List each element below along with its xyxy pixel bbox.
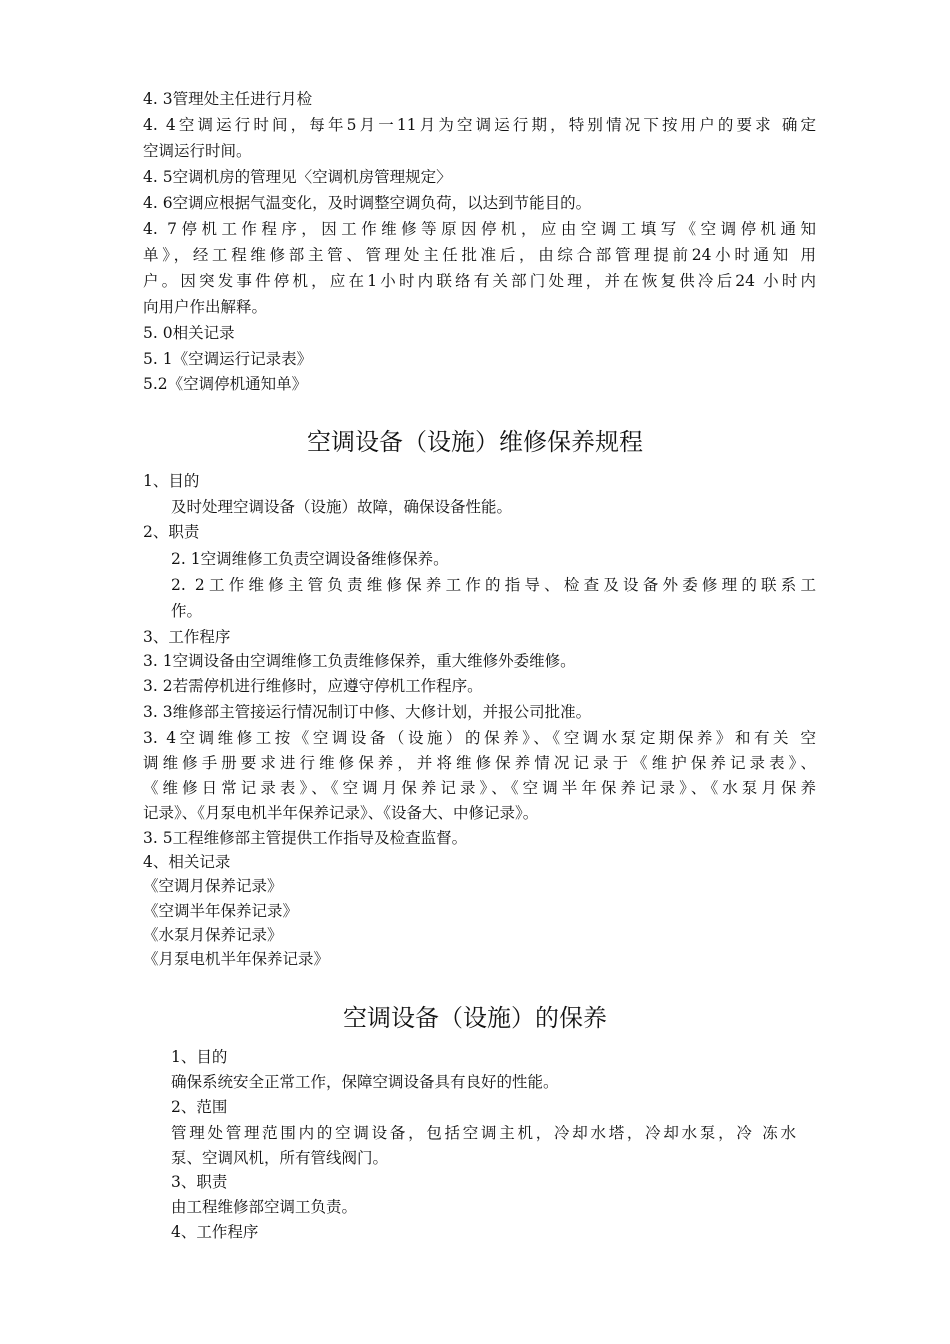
text-line: 1、目的	[171, 1048, 228, 1066]
text-line: 4、相关记录	[143, 853, 231, 871]
text-line: 管理处管理范围内的空调设备，包括空调主机，冷却水塔，冷却水泵，冷 冻水	[171, 1124, 796, 1142]
text-line: 记录》、《月泵电机半年保养记录》、《设备大、中修记录》。	[143, 804, 539, 822]
text-line: 1、目的	[143, 472, 200, 490]
text-line: 4. 3管理处主任进行月检	[143, 90, 313, 108]
text-line: 3. 1空调设备由空调维修工负责维修保养，重大维修外委维修。	[143, 652, 576, 670]
text-line: 调维修手册要求进行维修保养，并将维修保养情况记录于《维护保养记录表》、	[143, 754, 816, 772]
text-line: 5.2《空调停机通知单》	[143, 375, 308, 393]
text-line: 确保系统安全正常工作，保障空调设备具有良好的性能。	[171, 1073, 559, 1091]
text-line: 3、工作程序	[143, 628, 231, 646]
text-line: 2. 1空调维修工负责空调设备维修保养。	[171, 550, 449, 568]
text-line: 2、职责	[143, 523, 200, 541]
text-line: 3. 2若需停机进行维修时，应遵守停机工作程序。	[143, 677, 483, 695]
text-line: 3. 5工程维修部主管提供工作指导及检查监督。	[143, 829, 468, 847]
text-line: 《水泵月保养记录》	[143, 926, 283, 944]
text-line: 2. 2工作维修主管负责维修保养工作的指导、检查及设备外委修理的联系工	[171, 576, 816, 594]
text-line: 4. 7停机工作程序，因工作维修等原因停机，应由空调工填写《空调停机通知	[143, 220, 816, 238]
text-line: 2、范围	[171, 1098, 228, 1116]
text-line: 《空调月保养记录》	[143, 877, 283, 895]
text-line: 4. 4空调运行时间，每年5月一11月为空调运行期，特别情况下按用户的要求 确定	[143, 116, 816, 134]
text-line: 《维修日常记录表》、《空调月保养记录》、《空调半年保养记录》、《水泵月保养	[143, 779, 816, 797]
text-line: 3、职责	[171, 1173, 228, 1191]
text-line: 《月泵电机半年保养记录》	[143, 950, 330, 968]
text-line: 5. 1《空调运行记录表》	[143, 350, 313, 368]
text-line: 3. 3维修部主管接运行情况制订中修、大修计划，并报公司批准。	[143, 703, 592, 721]
text-line: 由工程维修部空调工负责。	[171, 1198, 358, 1216]
text-line: 5. 0相关记录	[143, 324, 235, 342]
text-line: 向用户作出解释。	[143, 298, 268, 316]
text-line: 作。	[171, 602, 203, 620]
text-line: 泵、空调风机，所有管线阀门。	[171, 1149, 389, 1167]
section-title: 空调设备（设施）的保养	[343, 1004, 607, 1032]
text-line: 3. 4空调维修工按《空调设备（设施）的保养》、《空调水泵定期保养》和有关 空	[143, 729, 816, 747]
text-line: 空调运行时间。	[143, 142, 252, 160]
text-line: 单》，经工程维修部主管、管理处主任批准后，由综合部管理提前24小时通知 用	[143, 246, 816, 264]
text-line: 4. 6空调应根据气温变化，及时调整空调负荷，以达到节能目的。	[143, 194, 592, 212]
text-line: 4. 5空调机房的管理见〈空调机房管理规定〉	[143, 168, 452, 186]
text-line: 《空调半年保养记录》	[143, 902, 299, 920]
text-line: 及时处理空调设备（设施）故障，确保设备性能。	[171, 498, 513, 516]
text-line: 4、工作程序	[171, 1223, 259, 1241]
text-line: 户。因突发事件停机，应在1小时内联络有关部门处理，并在恢复供冷后24 小时内	[143, 272, 816, 290]
section-title: 空调设备（设施）维修保养规程	[307, 428, 643, 456]
